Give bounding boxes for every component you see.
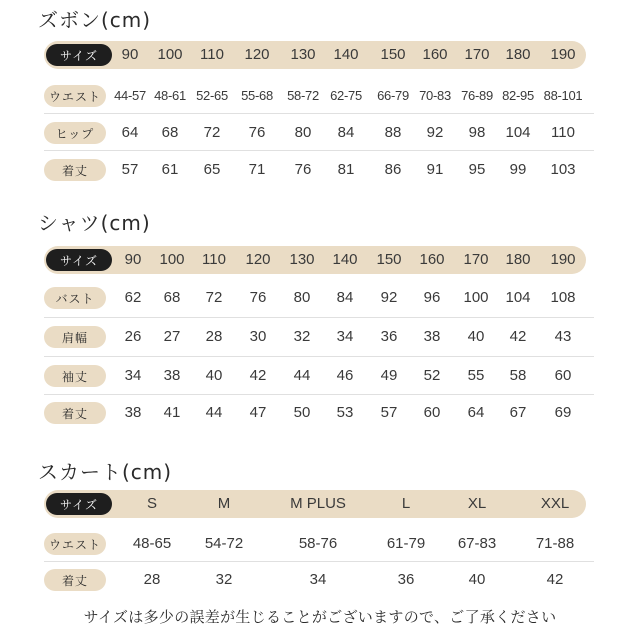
shirt-cell: 190 (550, 251, 576, 268)
shirt-cell: 140 (332, 251, 358, 268)
shirt-cell: 92 (380, 289, 398, 306)
skirt-row-divider (44, 561, 594, 562)
shirt-row-label-1: バスト (44, 287, 106, 309)
shirt-cell: 38 (423, 328, 441, 345)
pants-cell: 76 (294, 161, 312, 178)
shirt-cell: 72 (205, 289, 223, 306)
skirt-cell: 42 (546, 571, 564, 588)
shirt-cell: 40 (205, 367, 223, 384)
shirt-cell: 34 (124, 367, 142, 384)
shirt-cell: 28 (205, 328, 223, 345)
pants-cell: 130 (290, 46, 316, 63)
skirt-cell: L (401, 495, 411, 512)
shirt-row-divider (44, 394, 594, 395)
shirt-cell: 100 (463, 289, 489, 306)
pants-cell: 57 (121, 161, 139, 178)
skirt-cell: XXL (540, 495, 570, 512)
shirt-cell: 41 (163, 404, 181, 421)
shirt-cell: 67 (509, 404, 527, 421)
pants-cell: 86 (384, 161, 402, 178)
shirt-cell: 120 (245, 251, 271, 268)
pants-cell: 90 (121, 46, 139, 63)
shirt-cell: 84 (336, 289, 354, 306)
skirt-cell: 67-83 (457, 535, 497, 552)
shirt-cell: 160 (419, 251, 445, 268)
pants-row-label-3: 着丈 (44, 159, 106, 181)
pants-cell: 100 (157, 46, 183, 63)
pants-table-row (0, 44, 640, 66)
pants-cell: 88 (384, 124, 402, 141)
pants-cell: 120 (244, 46, 270, 63)
pants-cell: 81 (337, 161, 355, 178)
skirt-table-row (0, 569, 640, 591)
pants-cell: 65 (203, 161, 221, 178)
pants-cell: 103 (550, 161, 576, 178)
skirt-cell: 28 (143, 571, 161, 588)
shirt-cell: 32 (293, 328, 311, 345)
shirt-cell: 76 (249, 289, 267, 306)
pants-cell: 110 (200, 46, 224, 63)
shirt-cell: 150 (376, 251, 402, 268)
skirt-table-row (0, 533, 640, 555)
shirt-cell: 38 (163, 367, 181, 384)
shirt-cell: 47 (249, 404, 267, 421)
pants-cell: 170 (464, 46, 490, 63)
shirt-cell: 130 (289, 251, 315, 268)
skirt-cell: M (217, 495, 231, 512)
pants-title: ズボン(cm) (38, 8, 152, 32)
shirt-cell: 180 (505, 251, 531, 268)
shirt-cell: 34 (336, 328, 354, 345)
shirt-table-row (0, 326, 640, 348)
pants-cell: 64 (121, 124, 139, 141)
shirt-cell: 58 (509, 367, 527, 384)
pants-cell: 80 (294, 124, 312, 141)
shirt-row-label-4: 着丈 (44, 402, 106, 424)
pants-cell: 88-101 (543, 88, 583, 103)
shirt-cell: 60 (423, 404, 441, 421)
pants-cell: 71 (248, 161, 266, 178)
shirt-cell: 68 (163, 289, 181, 306)
skirt-table-row (0, 493, 640, 515)
skirt-cell: 71-88 (535, 535, 575, 552)
shirt-cell: 30 (249, 328, 267, 345)
skirt-cell: XL (467, 495, 487, 512)
shirt-cell: 62 (124, 289, 142, 306)
shirt-cell: 46 (336, 367, 354, 384)
shirt-row-label-2: 肩幅 (44, 326, 106, 348)
skirt-cell: 48-65 (132, 535, 172, 552)
pants-cell: 62-75 (330, 88, 362, 103)
shirt-cell: 96 (423, 289, 441, 306)
pants-row-label-2: ヒップ (44, 122, 106, 144)
shirt-row-label-3: 袖丈 (44, 365, 106, 387)
pants-cell: 95 (468, 161, 486, 178)
shirt-table-row (0, 402, 640, 424)
shirt-cell: 40 (467, 328, 485, 345)
pants-cell: 99 (509, 161, 527, 178)
shirt-cell: 69 (554, 404, 572, 421)
shirt-cell: 110 (202, 251, 226, 268)
pants-cell: 44-57 (114, 88, 146, 103)
pants-cell: 61 (161, 161, 179, 178)
disclaimer-footer: サイズは多少の誤差が生じることがございますので、ご了承ください (83, 608, 557, 626)
shirt-cell: 108 (550, 289, 576, 306)
pants-table-row (0, 122, 640, 144)
shirt-cell: 26 (124, 328, 142, 345)
pants-cell: 55-68 (241, 88, 273, 103)
pants-cell: 190 (550, 46, 576, 63)
pants-cell: 160 (422, 46, 448, 63)
pants-cell: 180 (505, 46, 531, 63)
skirt-cell: 34 (309, 571, 327, 588)
shirt-title: シャツ(cm) (38, 211, 151, 235)
shirt-cell: 42 (509, 328, 527, 345)
pants-cell: 66-79 (377, 88, 409, 103)
pants-cell: 98 (468, 124, 486, 141)
shirt-row-divider (44, 317, 594, 318)
skirt-cell: 58-76 (298, 535, 338, 552)
shirt-cell: 50 (293, 404, 311, 421)
pants-cell: 150 (380, 46, 406, 63)
shirt-cell: 43 (554, 328, 572, 345)
shirt-cell: 57 (380, 404, 398, 421)
shirt-cell: 90 (124, 251, 142, 268)
skirt-cell: 36 (397, 571, 415, 588)
shirt-table-row (0, 365, 640, 387)
pants-cell: 92 (426, 124, 444, 141)
shirt-cell: 36 (380, 328, 398, 345)
shirt-cell: 49 (380, 367, 398, 384)
shirt-cell: 53 (336, 404, 354, 421)
skirt-row-label-0: サイズ (46, 493, 112, 515)
pants-cell: 76-89 (461, 88, 493, 103)
pants-cell: 72 (203, 124, 221, 141)
pants-cell: 91 (426, 161, 444, 178)
pants-cell: 48-61 (154, 88, 186, 103)
pants-cell: 82-95 (502, 88, 534, 103)
shirt-cell: 104 (505, 289, 531, 306)
pants-row-label-1: ウエスト (44, 85, 106, 107)
shirt-cell: 44 (205, 404, 223, 421)
pants-cell: 104 (505, 124, 531, 141)
pants-cell: 110 (551, 124, 575, 141)
shirt-cell: 44 (293, 367, 311, 384)
pants-cell: 52-65 (196, 88, 228, 103)
skirt-row-label-2: 着丈 (44, 569, 106, 591)
shirt-cell: 100 (159, 251, 185, 268)
pants-row-divider (44, 150, 594, 151)
shirt-cell: 55 (467, 367, 485, 384)
skirt-cell: 32 (215, 571, 233, 588)
skirt-cell: M PLUS (290, 495, 346, 512)
skirt-cell: S (146, 495, 158, 512)
pants-cell: 84 (337, 124, 355, 141)
pants-table-row (0, 159, 640, 181)
pants-cell: 140 (333, 46, 359, 63)
pants-cell: 76 (248, 124, 266, 141)
shirt-cell: 60 (554, 367, 572, 384)
shirt-cell: 42 (249, 367, 267, 384)
pants-cell: 68 (161, 124, 179, 141)
pants-cell: 58-72 (287, 88, 319, 103)
shirt-cell: 38 (124, 404, 142, 421)
skirt-cell: 40 (468, 571, 486, 588)
pants-row-divider (44, 113, 594, 114)
skirt-title: スカート(cm) (38, 460, 173, 484)
pants-table-row (0, 85, 640, 107)
skirt-row-label-1: ウエスト (44, 533, 106, 555)
shirt-cell: 64 (467, 404, 485, 421)
shirt-cell: 170 (463, 251, 489, 268)
shirt-cell: 27 (163, 328, 181, 345)
shirt-row-divider (44, 356, 594, 357)
skirt-cell: 54-72 (204, 535, 244, 552)
shirt-cell: 80 (293, 289, 311, 306)
pants-row-label-0: サイズ (46, 44, 112, 66)
shirt-cell: 52 (423, 367, 441, 384)
shirt-table-row (0, 249, 640, 271)
shirt-row-label-0: サイズ (46, 249, 112, 271)
shirt-table-row (0, 287, 640, 309)
pants-cell: 70-83 (419, 88, 451, 103)
skirt-cell: 61-79 (386, 535, 426, 552)
